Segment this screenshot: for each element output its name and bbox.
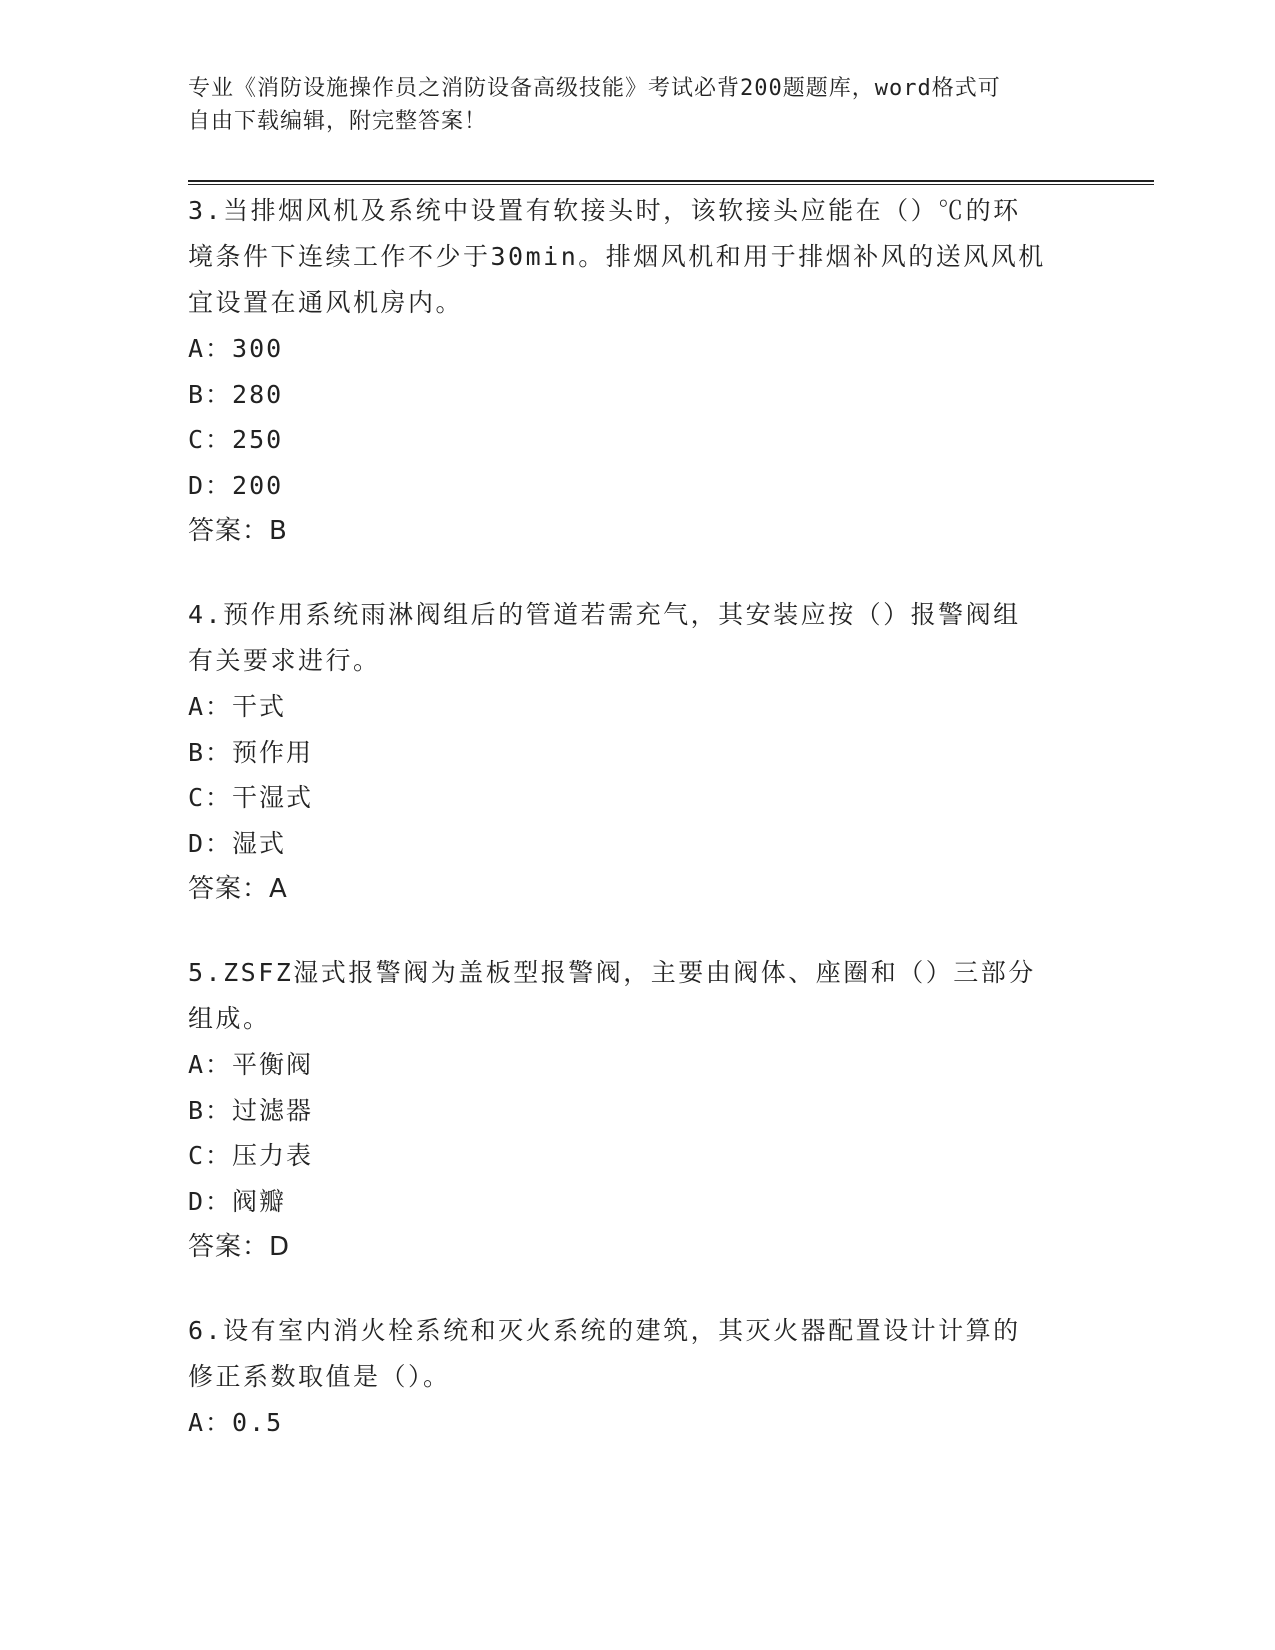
option-c: C：压力表: [188, 1141, 314, 1170]
question-text-line: 组成。: [188, 1004, 271, 1033]
header-divider-thick: [188, 180, 1154, 182]
question-list: [188, 188, 1088, 1484]
question-6: [188, 1308, 1088, 1446]
answer-text: 答案：D: [188, 1232, 291, 1262]
option-b: B：280: [188, 379, 284, 409]
option-d: D：200: [188, 470, 284, 500]
question-3: [188, 188, 1088, 554]
option-d: D：阀瓣: [188, 1186, 287, 1216]
answer-text: 答案：A: [188, 874, 288, 904]
option-a: A：0.5: [188, 1408, 284, 1437]
question-text-line: 4.预作用系统雨淋阀组后的管道若需充气，其安装应按（）报警阀组: [188, 600, 1021, 629]
answer-text: 答案：B: [188, 516, 288, 546]
option-b: B：预作用: [188, 737, 314, 767]
document-header: [188, 72, 1088, 138]
question-text-line: 宜设置在通风机房内。: [188, 288, 464, 317]
header-line-2: 自由下载编辑，附完整答案！: [188, 109, 488, 134]
question-text-line: 6.设有室内消火栓系统和灭火系统的建筑，其灭火器配置设计计算的: [188, 1316, 1021, 1345]
question-text-line: 境条件下连续工作不少于30min。排烟风机和用于排烟补风的送风风机: [188, 242, 1046, 271]
option-a: A：平衡阀: [188, 1050, 314, 1079]
question-4: [188, 592, 1088, 912]
option-a: A：干式: [188, 692, 287, 721]
question-text-line: 有关要求进行。: [188, 646, 381, 675]
question-text-line: 5.ZSFZ湿式报警阀为盖板型报警阀，主要由阀体、座圈和（）三部分: [188, 958, 1036, 987]
option-a: A：300: [188, 334, 284, 363]
question-text-line: 修正系数取值是（）。: [188, 1362, 451, 1391]
question-text-line: 3.当排烟风机及系统中设置有软接头时，该软接头应能在（）℃的环: [188, 196, 1021, 225]
question-5: [188, 950, 1088, 1270]
header-divider-thin: [188, 184, 1154, 185]
option-d: D：湿式: [188, 828, 287, 858]
header-line-1: 专业《消防设施操作员之消防设备高级技能》考试必背200题题库，word格式可: [188, 76, 1001, 101]
option-c: C：250: [188, 425, 284, 454]
option-c: C：干湿式: [188, 783, 314, 812]
option-b: B：过滤器: [188, 1095, 314, 1125]
